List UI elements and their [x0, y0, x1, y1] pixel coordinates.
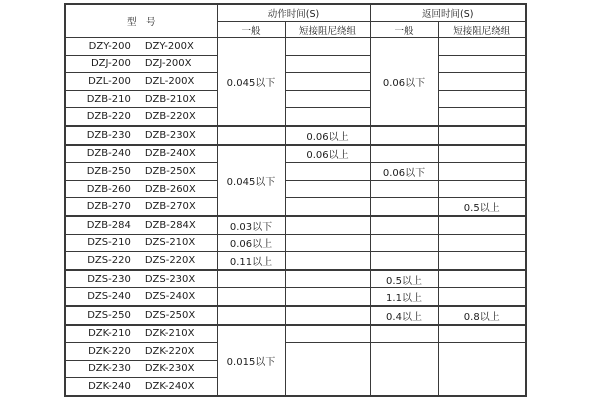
return-damped-cell [438, 73, 526, 91]
model-x-variant-label: DZK-220X [144, 345, 195, 357]
action-general-cell [217, 306, 285, 325]
model-cell [65, 90, 217, 108]
action-damped-cell [285, 180, 370, 198]
return-general-cell [370, 216, 438, 234]
action-damped-cell: 0.06以上 [285, 126, 370, 145]
return-damped-cell [438, 145, 526, 163]
return-general-cell [370, 325, 438, 343]
model-base-label: DZB-250 [86, 165, 131, 177]
table-row [65, 325, 526, 343]
model-base-label: DZK-210 [88, 328, 131, 340]
return-damped-cell [438, 325, 526, 343]
action-general-cell [217, 126, 285, 145]
action-damped-cell [285, 325, 370, 343]
model-x-variant-label: DZS-230X [144, 273, 196, 285]
model-x-variant-label: DZB-240X [144, 148, 196, 160]
model-x-variant-label: DZY-200X [144, 40, 194, 52]
return-general-cell: 0.06以下 [370, 163, 438, 181]
model-base-label: DZK-240 [88, 381, 131, 393]
header-action-damped: 短接阻尼绕组 [285, 22, 370, 38]
table-row [65, 38, 526, 56]
model-x-variant-label: DZK-240X [144, 381, 195, 393]
model-cell [65, 288, 217, 306]
model-base-label: DZB-284 [86, 219, 131, 231]
model-base-label: DZB-220 [86, 111, 131, 123]
return-general-cell: 0.4以上 [370, 306, 438, 325]
action-damped-cell [285, 252, 370, 270]
model-x-variant-label: DZB-260X [144, 183, 196, 195]
model-x-variant-label: DZB-284X [144, 219, 196, 231]
table-row [65, 288, 526, 306]
action-general-cell: 0.045以下 [217, 38, 285, 126]
spec-table-container [64, 3, 527, 397]
table-row [65, 198, 526, 216]
return-general-cell: 1.1以上 [370, 288, 438, 306]
table-row [65, 180, 526, 198]
action-damped-cell [285, 73, 370, 91]
model-cell [65, 163, 217, 181]
return-general-cell [370, 252, 438, 270]
model-x-variant-label: DZS-240X [144, 291, 196, 303]
action-damped-cell [285, 306, 370, 325]
return-damped-cell [438, 343, 526, 396]
action-damped-cell [285, 234, 370, 252]
action-general-cell: 0.11以上 [217, 252, 285, 270]
model-base-label: DZB-240 [86, 148, 131, 160]
model-cell [65, 216, 217, 234]
return-general-cell [370, 198, 438, 216]
model-x-variant-label: DZB-220X [144, 111, 196, 123]
header-return-damped: 短接阻尼绕组 [438, 22, 526, 38]
return-damped-cell [438, 90, 526, 108]
table-row [65, 55, 526, 73]
model-cell [65, 145, 217, 163]
action-damped-cell [285, 108, 370, 126]
model-cell [65, 325, 217, 343]
model-cell [65, 198, 217, 216]
model-base-label: DZS-220 [87, 254, 131, 266]
table-row [65, 252, 526, 270]
table-row [65, 73, 526, 91]
return-damped-cell [438, 216, 526, 234]
action-damped-cell: 0.06以上 [285, 145, 370, 163]
table-header [65, 4, 526, 38]
table-row [65, 343, 526, 361]
table-row [65, 108, 526, 126]
model-base-label: DZB-260 [86, 183, 131, 195]
table-row [65, 90, 526, 108]
model-cell [65, 234, 217, 252]
action-general-cell: 0.06以上 [217, 234, 285, 252]
return-damped-cell [438, 252, 526, 270]
return-general-cell [370, 126, 438, 145]
table-body [65, 38, 526, 396]
action-general-cell: 0.015以下 [217, 325, 285, 396]
model-cell [65, 38, 217, 56]
model-x-variant-label: DZB-270X [144, 201, 196, 213]
model-cell [65, 108, 217, 126]
model-base-label: DZK-230 [88, 363, 131, 375]
relay-spec-table [64, 3, 527, 397]
model-x-variant-label: DZK-210X [144, 328, 195, 340]
return-general-cell: 0.06以下 [370, 38, 438, 126]
action-damped-cell [285, 55, 370, 73]
model-x-variant-label: DZB-250X [144, 165, 196, 177]
header-return-general: 一般 [370, 22, 438, 38]
return-damped-cell [438, 108, 526, 126]
header-model: 型 号 [65, 4, 217, 38]
return-general-cell [370, 180, 438, 198]
model-cell [65, 73, 217, 91]
model-cell [65, 252, 217, 270]
return-general-cell [370, 234, 438, 252]
action-damped-cell [285, 163, 370, 181]
model-x-variant-label: DZK-230X [144, 363, 195, 375]
action-general-cell: 0.045以下 [217, 145, 285, 216]
model-x-variant-label: DZS-220X [144, 254, 196, 266]
model-x-variant-label: DZB-230X [144, 129, 196, 141]
header-action-general: 一般 [217, 22, 285, 38]
return-damped-cell [438, 126, 526, 145]
table-row [65, 163, 526, 181]
return-damped-cell: 0.5以上 [438, 198, 526, 216]
header-return-time: 返回时间(S) [370, 4, 526, 22]
table-row [65, 216, 526, 234]
model-base-label: DZJ-200 [90, 58, 131, 70]
return-damped-cell [438, 270, 526, 288]
return-damped-cell [438, 288, 526, 306]
action-damped-cell [285, 216, 370, 234]
action-damped-cell [285, 343, 370, 396]
model-base-label: DZY-200 [88, 40, 131, 52]
action-damped-cell [285, 198, 370, 216]
model-base-label: DZK-220 [88, 345, 131, 357]
model-cell [65, 126, 217, 145]
model-base-label: DZL-200 [88, 75, 131, 87]
return-general-cell [370, 145, 438, 163]
return-damped-cell [438, 38, 526, 56]
return-damped-cell [438, 180, 526, 198]
model-cell [65, 55, 217, 73]
action-general-cell [217, 270, 285, 288]
header-action-time: 动作时间(S) [217, 4, 370, 22]
model-cell [65, 343, 217, 361]
table-row [65, 270, 526, 288]
return-damped-cell [438, 163, 526, 181]
model-x-variant-label: DZS-250X [144, 309, 196, 321]
return-damped-cell [438, 55, 526, 73]
return-damped-cell [438, 234, 526, 252]
table-row [65, 126, 526, 145]
action-damped-cell [285, 288, 370, 306]
model-base-label: DZS-240 [87, 291, 131, 303]
table-row [65, 234, 526, 252]
action-general-cell: 0.03以下 [217, 216, 285, 234]
model-base-label: DZS-210 [87, 237, 131, 249]
return-general-cell [370, 343, 438, 396]
model-x-variant-label: DZB-210X [144, 93, 196, 105]
return-general-cell: 0.5以上 [370, 270, 438, 288]
table-row [65, 306, 526, 325]
model-cell [65, 306, 217, 325]
action-general-cell [217, 288, 285, 306]
model-x-variant-label: DZJ-200X [144, 58, 192, 70]
model-base-label: DZS-230 [87, 273, 131, 285]
model-base-label: DZS-250 [87, 309, 131, 321]
model-cell [65, 270, 217, 288]
model-x-variant-label: DZS-210X [144, 237, 196, 249]
action-damped-cell [285, 38, 370, 56]
action-damped-cell [285, 90, 370, 108]
model-cell [65, 360, 217, 378]
model-cell [65, 180, 217, 198]
model-base-label: DZB-210 [86, 93, 131, 105]
model-base-label: DZB-230 [86, 129, 131, 141]
action-damped-cell [285, 270, 370, 288]
model-x-variant-label: DZL-200X [144, 75, 195, 87]
model-base-label: DZB-270 [86, 201, 131, 213]
model-cell [65, 378, 217, 396]
table-row [65, 145, 526, 163]
return-damped-cell: 0.8以上 [438, 306, 526, 325]
